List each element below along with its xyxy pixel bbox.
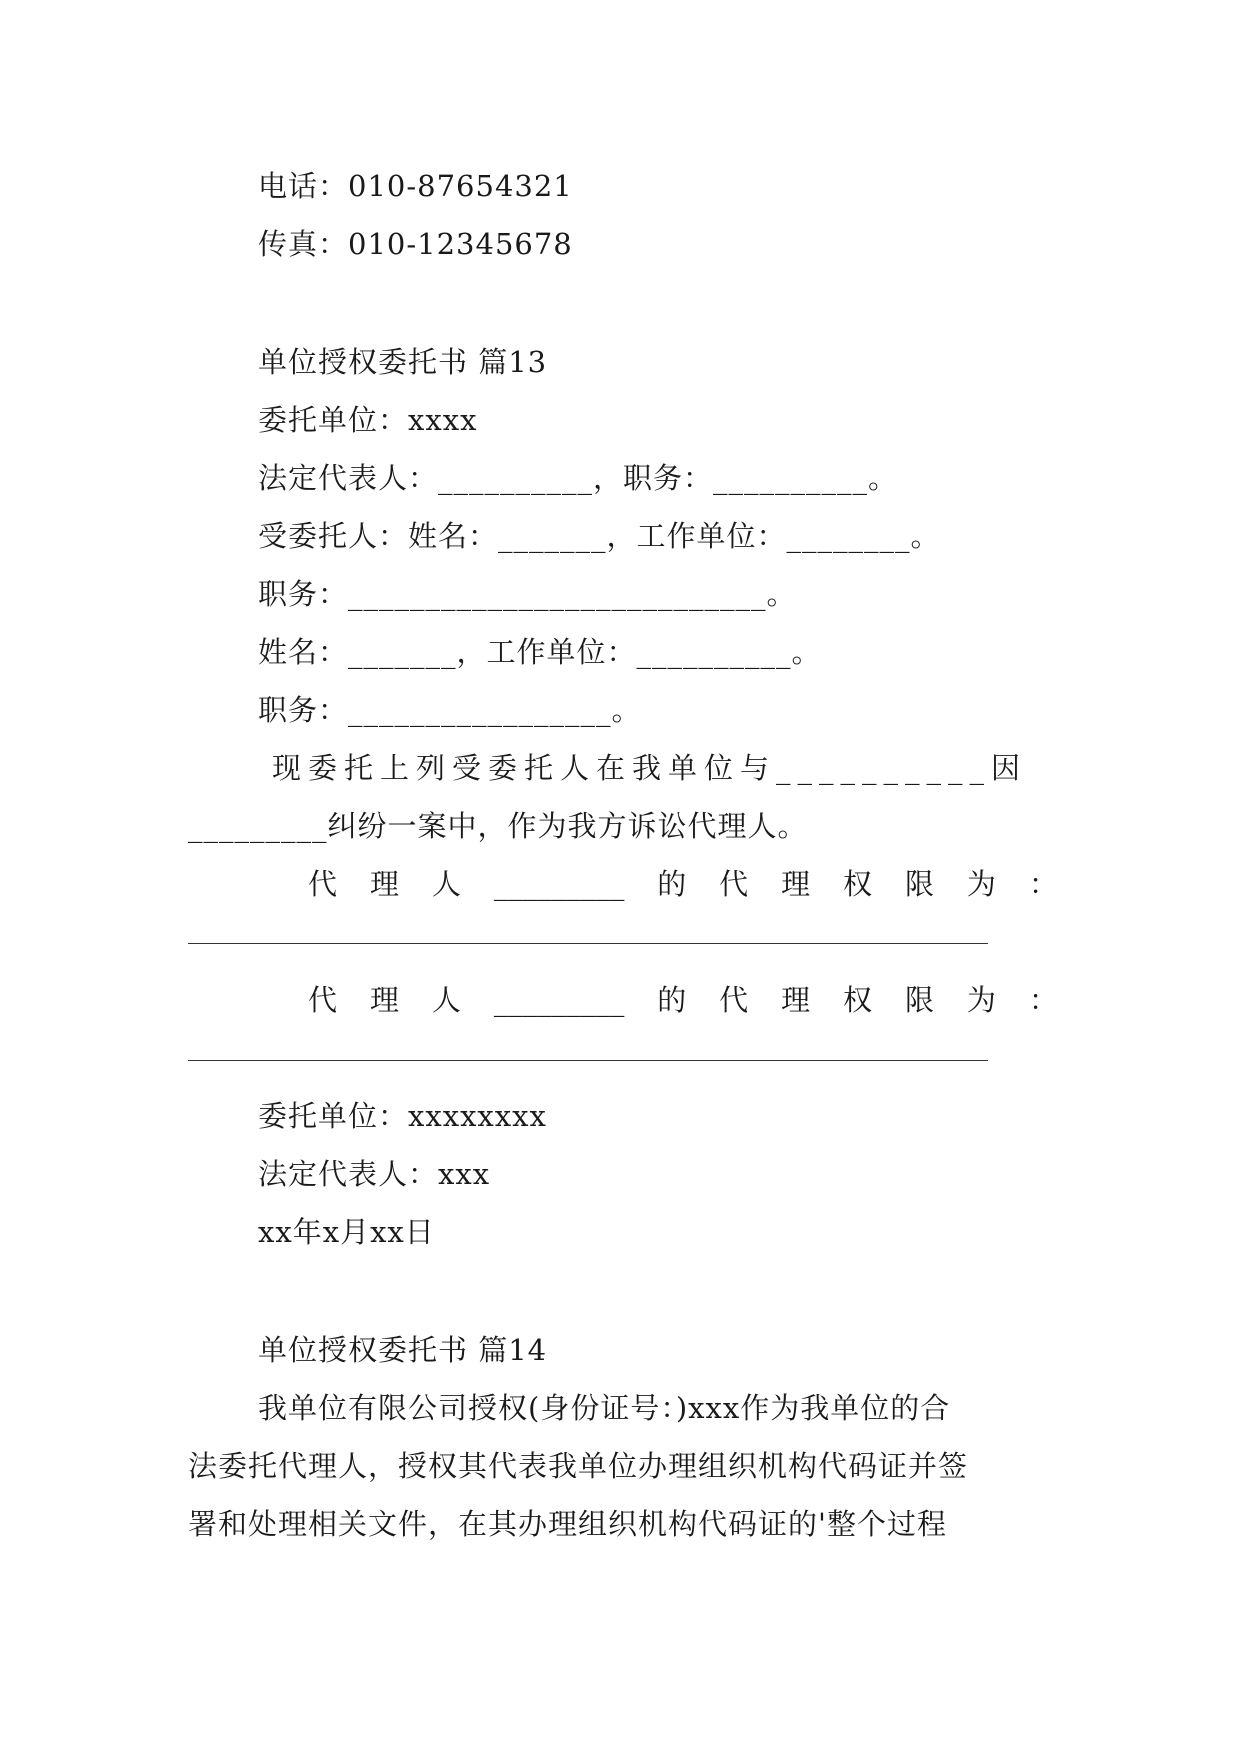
- agent-authority-line-2: [308, 980, 1058, 1020]
- blank: _________: [493, 867, 625, 901]
- name-line: 姓名：_______，工作单位：__________。: [258, 635, 822, 669]
- char: 理: [781, 983, 811, 1017]
- char: 代: [719, 983, 749, 1017]
- section-heading-13: 单位授权委托书 篇13: [258, 345, 548, 379]
- char: ：: [1028, 867, 1058, 901]
- position-line: 职务：___________________________。: [258, 577, 797, 611]
- legal-representative-signature: 法定代表人：xxx: [258, 1157, 491, 1191]
- char: 代: [308, 867, 338, 901]
- paragraph-14-line-2: 法委托代理人，授权其代表我单位办理组织机构代码证并签: [188, 1449, 969, 1483]
- char: ：: [1028, 983, 1058, 1017]
- phone-line: 电话：010-87654321: [258, 169, 573, 203]
- char: 限: [904, 983, 934, 1017]
- position-line-2: 职务：_________________。: [258, 693, 642, 727]
- char: 为: [966, 867, 996, 901]
- char: 的: [657, 867, 687, 901]
- char: 理: [369, 983, 399, 1017]
- char: 的: [657, 983, 687, 1017]
- char: 代: [308, 983, 338, 1017]
- fax-line: 传真：010-12345678: [258, 227, 573, 261]
- authority-blank-rule-1: [188, 943, 988, 944]
- char: 人: [431, 983, 461, 1017]
- section-heading-14: 单位授权委托书 篇14: [258, 1333, 548, 1367]
- char: 限: [904, 867, 934, 901]
- char: 理: [781, 867, 811, 901]
- char: 权: [843, 983, 873, 1017]
- entrusting-unit-signature: 委托单位：xxxxxxxx: [258, 1099, 547, 1133]
- paragraph-entrust-line-1: 现委托上列受委托人在我单位与__________因: [272, 751, 1028, 785]
- legal-representative-line: 法定代表人：__________，职务：__________。: [258, 461, 899, 495]
- trustee-line: 受委托人：姓名：_______，工作单位：________。: [258, 519, 941, 553]
- paragraph-entrust-line-2: _________纠纷一案中，作为我方诉讼代理人。: [188, 809, 808, 843]
- char: 权: [843, 867, 873, 901]
- char: 理: [369, 867, 399, 901]
- paragraph-14-line-3: 署和处理相关文件，在其办理组织机构代码证的'整个过程: [188, 1507, 947, 1541]
- char: 为: [966, 983, 996, 1017]
- entrusting-unit-line: 委托单位：xxxx: [258, 403, 478, 437]
- char: 人: [431, 867, 461, 901]
- authority-blank-rule-2: [188, 1060, 988, 1061]
- paragraph-14-line-1: 我单位有限公司授权(身份证号：)xxx作为我单位的合: [258, 1391, 951, 1425]
- blank: _________: [493, 983, 625, 1017]
- char: 代: [719, 867, 749, 901]
- date-line: xx年x月xx日: [258, 1215, 435, 1249]
- agent-authority-line-1: [308, 864, 1058, 904]
